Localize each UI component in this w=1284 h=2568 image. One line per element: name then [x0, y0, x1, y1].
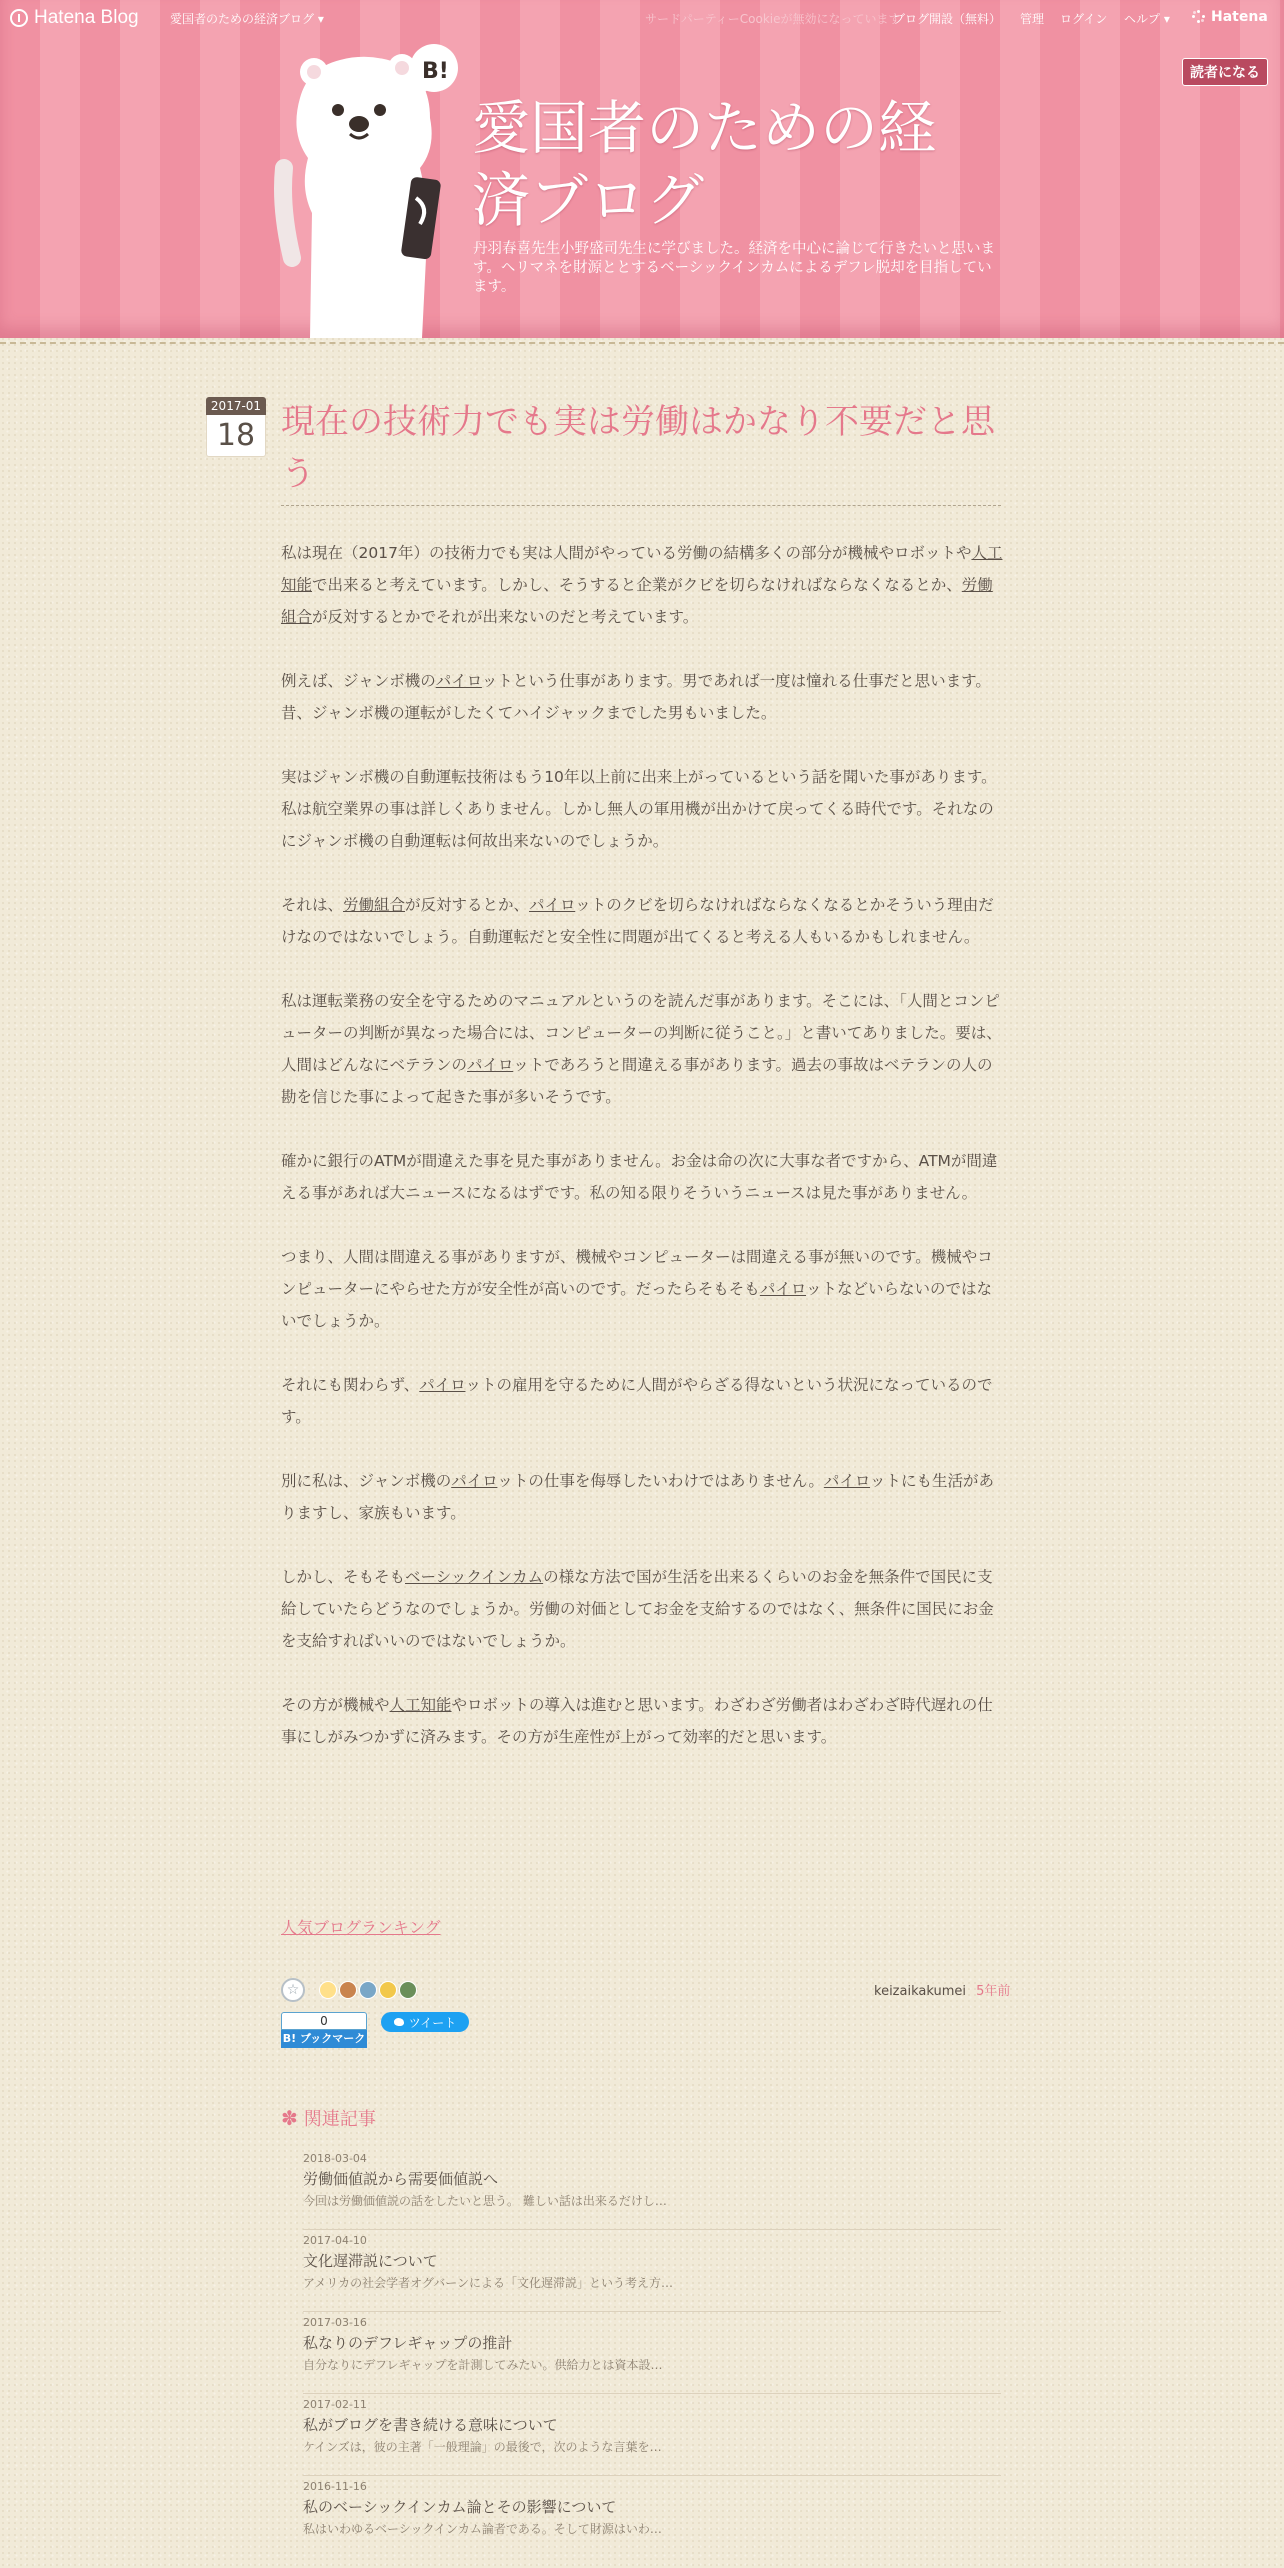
- related-entry-snippet: 今回は労働価値説の話をしたいと思う。 難しい話は出来るだけし…: [303, 2194, 667, 2208]
- paragraph-text: で出来ると考えています。しかし、そうすると企業がクビを切らなければならなくなるとか、: [312, 576, 962, 594]
- paragraph-text: が反対するとかでそれが出来ないのだと考えています。: [312, 608, 699, 626]
- blog-title[interactable]: 愛国者のための経済ブログ: [472, 94, 937, 234]
- paragraph-text: 確かに銀行のATMが間違えた事を見た事がありません。お金は命の次に大事な者ですから、ATMが間違える事があれば大ニュースになるはずです。私の知る限りそういうニュースは見た事がありません。: [281, 1152, 998, 1202]
- entry-paragraph: [281, 1145, 1003, 1209]
- entry-title[interactable]: 現在の技術力でも実は労働はかなり不要だと思う: [281, 402, 995, 494]
- bookmark-count: 0: [281, 2012, 367, 2030]
- related-entry[interactable]: [303, 2312, 1001, 2394]
- keyword-link[interactable]: 人工知能: [281, 544, 1003, 594]
- related-entry-snippet: ケインズは，彼の主著「一般理論」の最後で，次のような言葉を…: [303, 2440, 662, 2454]
- paragraph-text: が反対するとか、: [405, 896, 530, 914]
- keyword-link[interactable]: パイロ: [419, 1376, 466, 1394]
- star-user-avatar[interactable]: [399, 1981, 417, 1999]
- keyword-link[interactable]: 労働組合: [343, 896, 406, 914]
- entry-content: [281, 537, 1003, 1785]
- star-user-avatar[interactable]: [359, 1981, 377, 1999]
- entry-paragraph: [281, 1369, 1003, 1433]
- paragraph-text: ットであろうと間違える事があります。過去の事故はベテランの人の勘を信じた事によって起きた事が多いそうです。: [281, 1056, 993, 1106]
- related-entry-date: 2018-03-04: [303, 2152, 367, 2165]
- paragraph-text: ットにも生活がありますし、家族もいます。: [281, 1472, 995, 1522]
- blog-menu-dropdown[interactable]: 愛国者のための経済ブログ ▾: [170, 12, 324, 26]
- keyword-link[interactable]: 人工知能: [389, 1696, 452, 1714]
- bookmark-label: B! ブックマーク: [281, 2030, 367, 2048]
- related-entry-snippet: アメリカの社会学者オグバーンによる「文化遅滞説」という考え方…: [303, 2276, 673, 2290]
- keyword-link[interactable]: パイロ: [435, 672, 482, 690]
- cookie-notice-link[interactable]: サードパーティーCookieが無効になっています: [645, 12, 901, 26]
- keyword-link[interactable]: 労働組合: [281, 576, 993, 626]
- entry-date-badge[interactable]: [206, 397, 266, 457]
- related-entry[interactable]: [303, 2476, 1001, 2558]
- keyword-link[interactable]: パイロ: [823, 1472, 871, 1490]
- hatena-blog-logo[interactable]: [10, 7, 139, 29]
- entry-paragraph: [281, 1241, 1003, 1337]
- start-blog-link[interactable]: ブログ開設（無料）: [893, 12, 1002, 26]
- paragraph-text: その方が機械や: [281, 1696, 390, 1714]
- tweet-button[interactable]: [381, 2012, 469, 2032]
- related-entry-title[interactable]: 私のベーシックインカム論とその影響について: [303, 2498, 617, 2516]
- admin-link[interactable]: 管理: [1020, 12, 1045, 26]
- star-user-avatar[interactable]: [379, 1981, 397, 1999]
- entry-paragraph: [281, 1689, 1003, 1753]
- paragraph-text: しかし、そもそも: [281, 1568, 406, 1586]
- entry-date-day: 18: [206, 415, 266, 457]
- related-entry-snippet: 私はいわゆるベーシックインカム論者である。そして財源はいわ…: [303, 2522, 662, 2536]
- related-entry-title[interactable]: 私なりのデフレギャップの推計: [303, 2334, 513, 2352]
- twitter-bird-icon: [394, 2018, 404, 2026]
- blog-description: 丹羽春喜先生小野盛司先生に学びました。経済を中心に論じて行きたいと思います。ヘリマネを財源ととするベーシックインカムによるデフレ脱却を目指しています。: [473, 241, 995, 295]
- keyword-link[interactable]: パイロ: [759, 1280, 807, 1298]
- related-entry-snippet: 自分なりにデフレギャップを計測してみたい。供給力とは資本設…: [303, 2358, 663, 2372]
- add-star-button[interactable]: ☆: [281, 1978, 305, 2002]
- related-entry[interactable]: [303, 2148, 1001, 2230]
- hatena-menu-link[interactable]: [1192, 9, 1268, 25]
- related-entry-date: 2017-03-16: [303, 2316, 367, 2329]
- login-link[interactable]: ログイン: [1060, 12, 1108, 26]
- related-entry-title[interactable]: 文化遅滞説について: [303, 2252, 438, 2270]
- related-entry[interactable]: [303, 2230, 1001, 2312]
- paragraph-text: 実はジャンボ機の自動運転技術はもう10年以上前に出来上がっているという話を聞いた事があります。私は航空業界の事は詳しくありません。しかし無人の軍用機が出かけて戻ってくる時代です。それなのにジャンボ機の自動運転は何故出来ないのでしょうか。: [281, 768, 997, 850]
- paragraph-text: ットのクビを切らなければならなくなるとかそういう理由だけなのではないでしょう。自動運転だと安全性に問題が出てくると考える人もいるかもしれません。: [281, 896, 994, 946]
- related-entries-list: [303, 2148, 1001, 2558]
- paragraph-text: やロボットの導入は進むと思います。わざわざ労働者はわざわざ時代遅れの仕事にしがみつかずに済みます。その方が生産性が上がって効率的だと思います。: [281, 1696, 993, 1746]
- paragraph-text: ットという仕事があります。男であれば一度は憧れる仕事だと思います。昔、ジャンボ機の運転がしたくてハイジャックまでした男もいました。: [281, 672, 991, 722]
- blog-ranking-link[interactable]: 人気ブログランキング: [281, 1918, 441, 1937]
- entry-time-ago[interactable]: 5年前: [976, 1984, 1011, 1999]
- keyword-link[interactable]: パイロ: [529, 896, 576, 914]
- related-entry-date: 2016-11-16: [303, 2480, 367, 2493]
- paragraph-text: ットなどいらないのではないでしょうか。: [281, 1280, 993, 1330]
- entry-paragraph: [281, 665, 1003, 729]
- paragraph-text: の様な方法で国が生活を出来るくらいのお金を無条件で国民に支給していたらどうなのでしょうか。労働の対価としてお金を支給するのではなく、無条件に国民にお金を支給すればいいのではないでしょうか。: [281, 1568, 994, 1650]
- related-entry-date: 2017-02-11: [303, 2398, 367, 2411]
- related-entry[interactable]: [303, 2394, 1001, 2476]
- hatena-blog-logo-text: Hatena Blog: [34, 7, 139, 28]
- entry-paragraph: [281, 1465, 1003, 1529]
- paragraph-text: それにも関わらず、: [281, 1376, 420, 1394]
- related-entry-title[interactable]: 労働価値説から需要価値説へ: [303, 2170, 499, 2188]
- entry-paragraph: [281, 761, 1003, 857]
- entry-author[interactable]: keizaikakumei: [874, 1984, 966, 1999]
- entry-date-year-month: 2017-01: [206, 397, 266, 415]
- paragraph-text: それは、: [281, 896, 344, 914]
- related-entry-title[interactable]: 私がブログを書き続ける意味について: [303, 2416, 558, 2434]
- keyword-link[interactable]: パイロ: [467, 1056, 514, 1074]
- paragraph-text: 私は運転業務の安全を守るためのマニュアルというのを読んだ事があります。そこには、「人間とコンピューターの判断が異なった場合には、コンピューターの判断に従うこと。」と書いてありました。要は、人間はどんなにベテランの: [281, 992, 1002, 1074]
- entry-paragraph: [281, 537, 1003, 633]
- star-row: [281, 1977, 417, 2003]
- header-divider: [0, 342, 1284, 344]
- paragraph-text: ットの雇用を守るために人間がやらざる得ないという状況になっているのです。: [281, 1376, 993, 1426]
- star-user-avatar[interactable]: [319, 1981, 337, 1999]
- keyword-link[interactable]: ベーシックインカム: [405, 1568, 544, 1586]
- entry-title-divider: [281, 505, 1001, 506]
- keyword-link[interactable]: パイロ: [451, 1472, 498, 1490]
- related-heading-label: 関連記事: [303, 2109, 376, 2130]
- hatena-dots-icon: [1192, 10, 1206, 24]
- tweet-label: ツイート: [408, 2015, 457, 2030]
- paragraph-text: 例えば、ジャンボ機の: [281, 672, 436, 690]
- paragraph-text: つまり、人間は間違える事がありますが、機械やコンピューターは間違える事が無いのです。機械やコンピューターにやらせた方が安全性が高いのです。だったらそもそも: [281, 1248, 993, 1298]
- paragraph-text: 私は現在（2017年）の技術力でも実は人間がやっている労働の結構多くの部分が機械やロボットや: [281, 544, 972, 562]
- flower-icon: ✽: [281, 2106, 298, 2130]
- entry-paragraph: [281, 985, 1003, 1113]
- paragraph-text: 別に私は、ジャンボ機の: [281, 1472, 452, 1490]
- polar-bear-mascot-illustration: [270, 38, 480, 338]
- entry-paragraph: [281, 1561, 1003, 1657]
- hatena-blog-icon: [10, 9, 28, 27]
- entry-footer-meta: [874, 1980, 1011, 1999]
- related-entry-date: 2017-04-10: [303, 2234, 367, 2247]
- star-user-avatar[interactable]: [339, 1981, 357, 1999]
- entry-paragraph: [281, 889, 1003, 953]
- subscribe-button[interactable]: 読者になる: [1182, 58, 1268, 86]
- related-entries-heading: [281, 2105, 376, 2131]
- blog-header: [0, 0, 1284, 338]
- hatena-bookmark-button[interactable]: [281, 2012, 367, 2048]
- hatena-menu-label: Hatena: [1211, 9, 1268, 25]
- star-user-list: [319, 1981, 417, 1999]
- help-menu-dropdown[interactable]: ヘルプ ▾: [1124, 12, 1170, 26]
- global-header-bar: [0, 0, 1284, 36]
- paragraph-text: ットの仕事を侮辱したいわけではありません。: [497, 1472, 824, 1490]
- svg-text:B!: B!: [422, 59, 449, 84]
